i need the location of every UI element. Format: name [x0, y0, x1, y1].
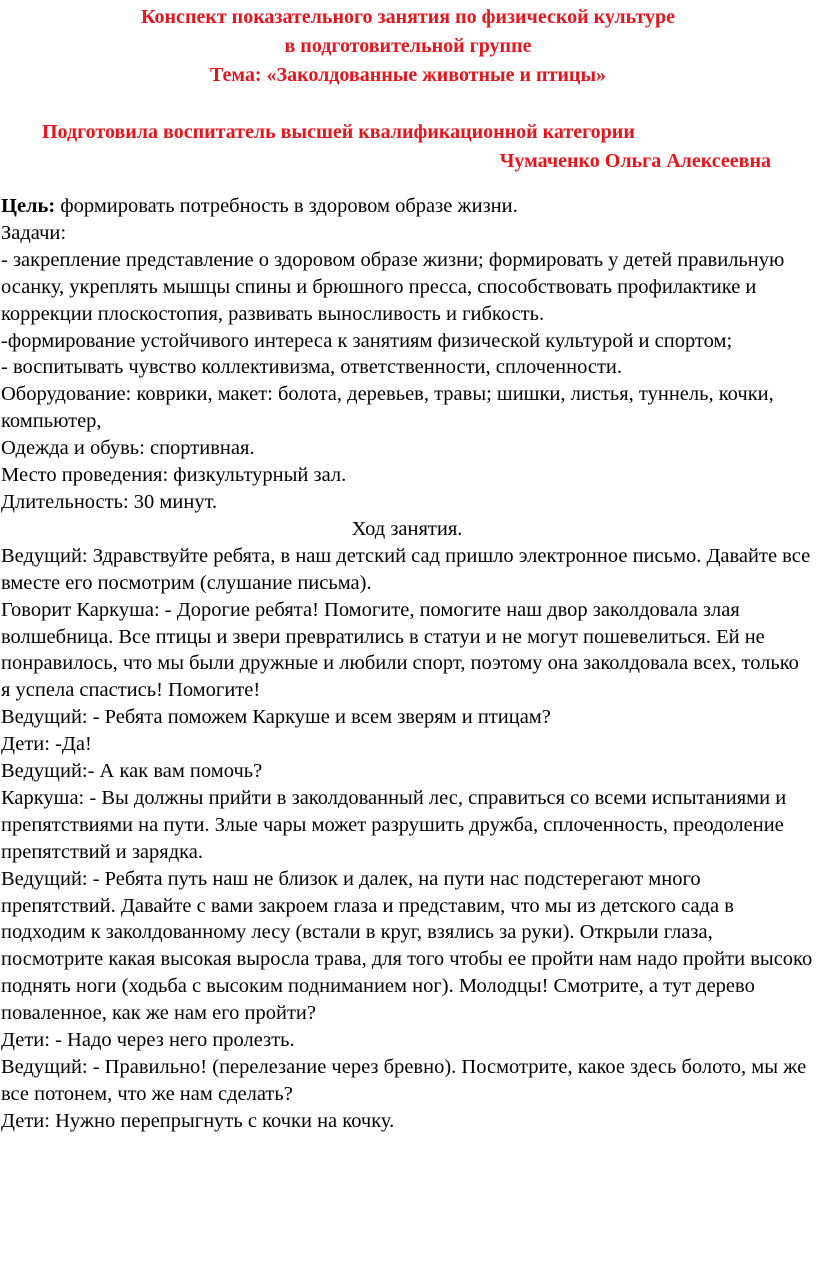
dialogue-line: Ведущий: - Ребята поможем Каркуше и всем зверям и птицам?: [1, 706, 551, 729]
tasks-heading: Задачи:: [1, 221, 67, 244]
goal-paragraph: [1, 193, 813, 220]
dialogue-line: Дети: Нужно перепрыгнуть с кочки на кочку.: [1, 1109, 395, 1132]
dialogue-line: Ведущий: - Ребята путь наш не близок и далек, на пути нас подстерегают много препятствий. Давайте с вами закроем глаза и представим, что мы из детского сада в подходим к заколдованному лесу (встали в круг, взялись за руки). Открыли глаза, посмотрите какая высокая выросла трава, для того чтобы ее пройти нам надо пройти высоко поднять ноги (ходьба с высоким подниманием ног). Молодцы! Смотрите, а тут дерево поваленное, как же нам его пройти?: [1, 867, 813, 1025]
location-paragraph: Место проведения: физкультурный зал.: [1, 464, 347, 487]
goal-text: формировать потребность в здоровом образе жизни.: [55, 195, 518, 217]
task-item: -формирование устойчивого интереса к занятиям физической культурой и спортом;: [1, 329, 733, 352]
dialogue-line: Ведущий: Здравствуйте ребята, в наш детский сад пришло электронное письмо. Давайте все вместе его посмотрим (слушание письма).: [1, 544, 811, 594]
document-title-line-1: Конспект показательного занятия по физической культуре: [141, 6, 675, 28]
dialogue-line: Дети: -Да!: [1, 733, 92, 756]
dialogue-line: Ведущий:- А как вам помочь?: [1, 760, 263, 783]
dialogue-line: Дети: - Надо через него пролезть.: [1, 1029, 295, 1052]
section-title: Ход занятия.: [351, 517, 463, 540]
task-item: - воспитывать чувство коллективизма, ответственности, сплоченности.: [1, 356, 623, 379]
dialogue-line: Ведущий: - Правильно! (перелезание через бревно). Посмотрите, какое здесь болото, мы же все потонем, что же нам сделать?: [1, 1056, 807, 1105]
duration-paragraph: Длительность: 30 минут.: [1, 490, 218, 513]
document-topic: Тема: «Заколдованные животные и птицы»: [209, 64, 607, 86]
document-title-line-2: в подготовительной группе: [284, 35, 532, 57]
author-position: Подготовила воспитатель высшей квалификационной категории: [42, 121, 635, 143]
dialogue-line: Говорит Каркуша: - Дорогие ребята! Помогите, помогите наш двор заколдовала злая волшебница. Все птицы и звери превратились в статуи и не могут пошевелиться. Ей не понравилось, что мы были дружные и любили спорт, поэтому она заколдовала всех, только я успела спастись! Помогите!: [1, 598, 799, 702]
task-item: - закрепление представление о здоровом образе жизни; формировать у детей правильную осанку, укреплять мышцы спины и брюшного пресса, способствовать профилактике и коррекции плоскостопия, развивать выносливость и гибкость.: [1, 248, 785, 325]
equipment-paragraph: Оборудование: коврики, макет: болота, деревьев, травы; шишки, листья, туннель, кочки, компьютер,: [1, 383, 774, 433]
author-name: Чумаченко Ольга Алексеевна: [499, 150, 771, 172]
document-body: [1, 193, 813, 1135]
goal-label: Цель:: [1, 195, 56, 217]
dialogue-line: Каркуша: - Вы должны прийти в заколдованный лес, справиться со всеми испытаниями и препятствиями на пути. Злые чары может разрушить дружба, сплоченность, преодоление препятствий и зарядка.: [1, 786, 787, 863]
clothing-paragraph: Одежда и обувь: спортивная.: [1, 437, 255, 460]
